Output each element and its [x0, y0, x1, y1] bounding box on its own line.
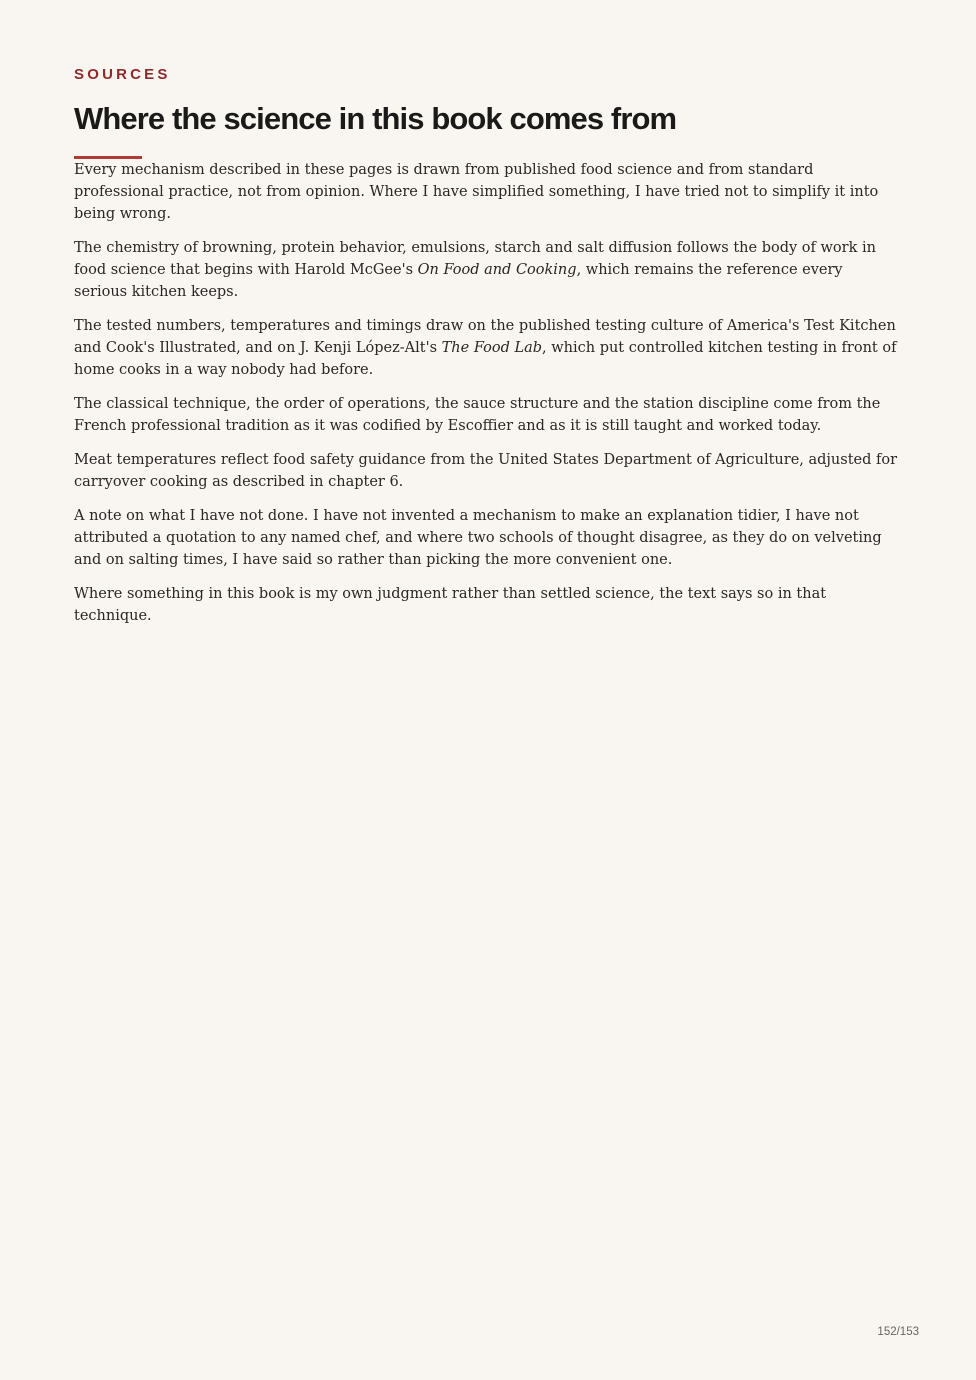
- page-number: 152/153: [877, 1326, 919, 1338]
- paragraph-5: Meat temperatures reflect food safety guidance from the United States Department of Agriculture, adjusted for carryover cooking as described in chapter 6.: [74, 452, 898, 490]
- body-text: [74, 159, 898, 639]
- page-title: Where the science in this book comes from: [74, 101, 677, 136]
- paragraph-6: A note on what I have not done. I have not invented a mechanism to make an explanation tidier, I have not attributed a quotation to any named chef, and where two schools of thought disagree, as they do on velveting and on salting times, I have said so rather than picking the more convenient one.: [74, 508, 882, 568]
- paragraph-3-text-after: , which put controlled kitchen testing in front of home cooks in a way nobody had before.: [74, 340, 897, 378]
- book-title-the-food-lab: The Food Lab: [441, 340, 543, 356]
- paragraph-3-text-before: The tested numbers, temperatures and timings draw on the published testing culture of America's Test Kitchen and Cook's Illustrated, and on J. Kenji López-Alt's: [74, 318, 896, 356]
- paragraph-2-text-after: , which remains the reference every serious kitchen keeps.: [74, 262, 843, 300]
- paragraph-3: [74, 315, 898, 381]
- paragraph-2-text-before: The chemistry of browning, protein behavior, emulsions, starch and salt diffusion follows the body of work in food science that begins with Harold McGee's: [74, 240, 876, 278]
- paragraph-7: Where something in this book is my own judgment rather than settled science, the text says so in that technique.: [74, 586, 827, 624]
- paragraph-4: The classical technique, the order of operations, the sauce structure and the station discipline come from the French professional tradition as it was codified by Escoffier and as it is still taught and worked today.: [74, 396, 881, 434]
- section-label: SOURCES: [74, 66, 171, 83]
- paragraph-1: Every mechanism described in these pages is drawn from published food science and from standard professional practice, not from opinion. Where I have simplified something, I have tried not to simplify it into being wrong.: [74, 162, 879, 222]
- book-title-on-food-and-cooking: On Food and Cooking: [417, 262, 577, 278]
- paragraph-2: [74, 237, 898, 303]
